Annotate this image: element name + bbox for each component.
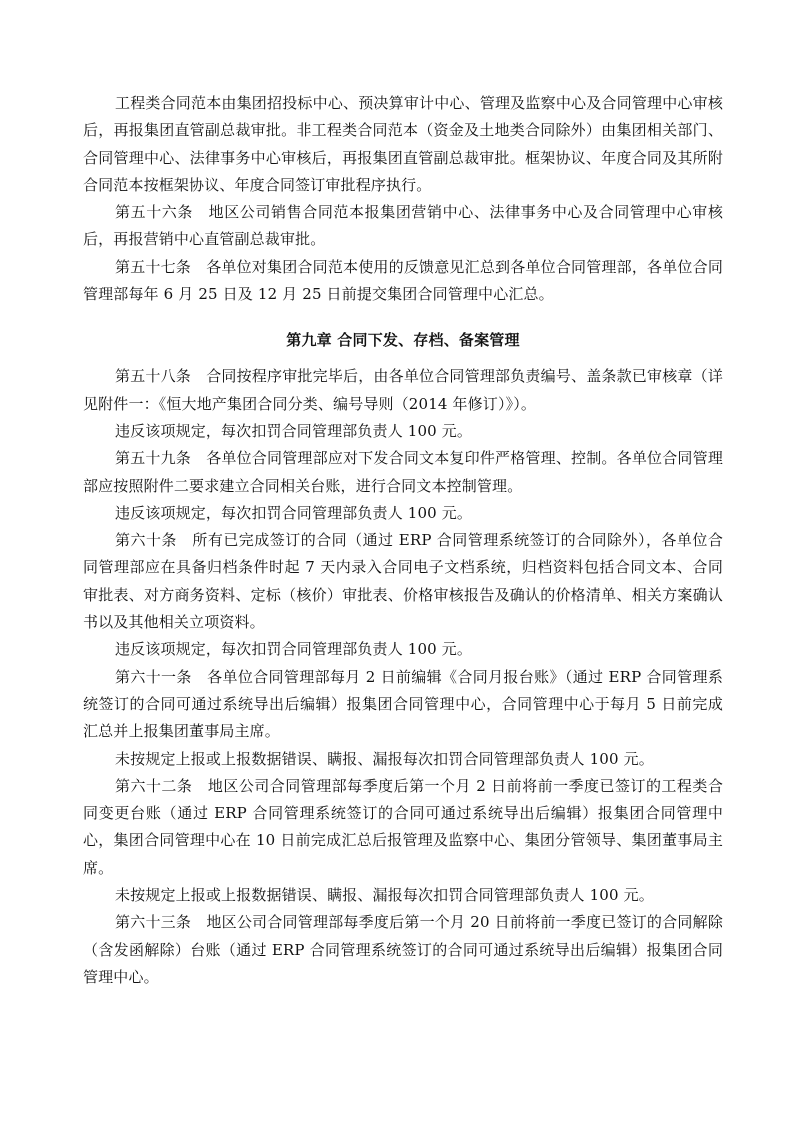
paragraph-penalty: 未按规定上报或上报数据错误、瞒报、漏报每次扣罚合同管理部负责人 100 元。: [115, 749, 654, 768]
paragraph-penalty: 违反该项规定，每次扣罚合同管理部负责人 100 元。: [115, 640, 473, 659]
paragraph-article-63: 第六十三条 地区公司合同管理部每季度后第一个月 20 日前将前一季度已签订的合同解除（含发函解除）台账（通过 ERP 合同管理系统签订的合同可通过系统导出后编辑）报集团合同管理中心。: [83, 913, 723, 986]
document-page: [83, 90, 723, 991]
paragraph-article-61: 第六十一条 各单位合同管理部每月 2 日前编辑《合同月报台账》（通过 ERP 合同管理系统签订的合同可通过系统导出后编辑）报集团合同管理中心，合同管理中心于每月 5 日前完成汇总并上报集团董事局主席。: [83, 667, 723, 741]
paragraph-penalty: 未按规定上报或上报数据错误、瞒报、漏报每次扣罚合同管理部负责人 100 元。: [115, 886, 654, 905]
paragraph-engineering-contract-templates: 工程类合同范本由集团招投标中心、预决算审计中心、管理及监察中心及合同管理中心审核后，再报集团直管副总裁审批。非工程类合同范本（资金及土地类合同除外）由集团相关部门、合同管理中心、法律事务中心审核后，再报集团直管副总裁审批。框架协议、年度合同及其所附合同范本按框架协议、年度合同签订审批程序执行。: [83, 94, 723, 194]
paragraph-penalty: 违反该项规定，每次扣罚合同管理部负责人 100 元。: [115, 421, 473, 440]
paragraph-penalty: 违反该项规定，每次扣罚合同管理部负责人 100 元。: [115, 503, 473, 522]
paragraph-article-59: 第五十九条 各单位合同管理部应对下发合同文本复印件严格管理、控制。各单位合同管理部应按照附件二要求建立合同相关台账，进行合同文本控制管理。: [83, 449, 723, 495]
paragraph-article-60: 第六十条 所有已完成签订的合同（通过 ERP 合同管理系统签订的合同除外），各单位合同管理部应在具备归档条件时起 7 天内录入合同电子文档系统，归档资料包括合同文本、合同审批表、对方商务资料、定标（核价）审批表、价格审核报告及确认的价格清单、相关方案确认书以及其他相关立项资料。: [83, 531, 723, 632]
paragraph-article-62: 第六十二条 地区公司合同管理部每季度后第一个月 2 日前将前一季度已签订的工程类合同变更台账（通过 ERP 合同管理系统签订的合同可通过系统导出后编辑）报集团合同管理中心，集团合同管理中心在 10 日前完成汇总后报管理及监察中心、集团分管领导、集团董事局主席。: [83, 776, 723, 877]
paragraph-article-57: 第五十七条 各单位对集团合同范本使用的反馈意见汇总到各单位合同管理部，各单位合同管理部每年 6 月 25 日及 12 月 25 日前提交集团合同管理中心汇总。: [83, 257, 723, 304]
paragraph-article-58: 第五十八条 合同按程序审批完毕后，由各单位合同管理部负责编号、盖条款已审核章（详见附件一：《恒大地产集团合同分类、编号导则（2014 年修订）》）。: [83, 367, 723, 413]
chapter-title: 第九章 合同下发、存档、备案管理: [286, 331, 520, 350]
paragraph-article-56: 第五十六条 地区公司销售合同范本报集团营销中心、法律事务中心及合同管理中心审核后，再报营销中心直管副总裁审批。: [83, 203, 723, 249]
